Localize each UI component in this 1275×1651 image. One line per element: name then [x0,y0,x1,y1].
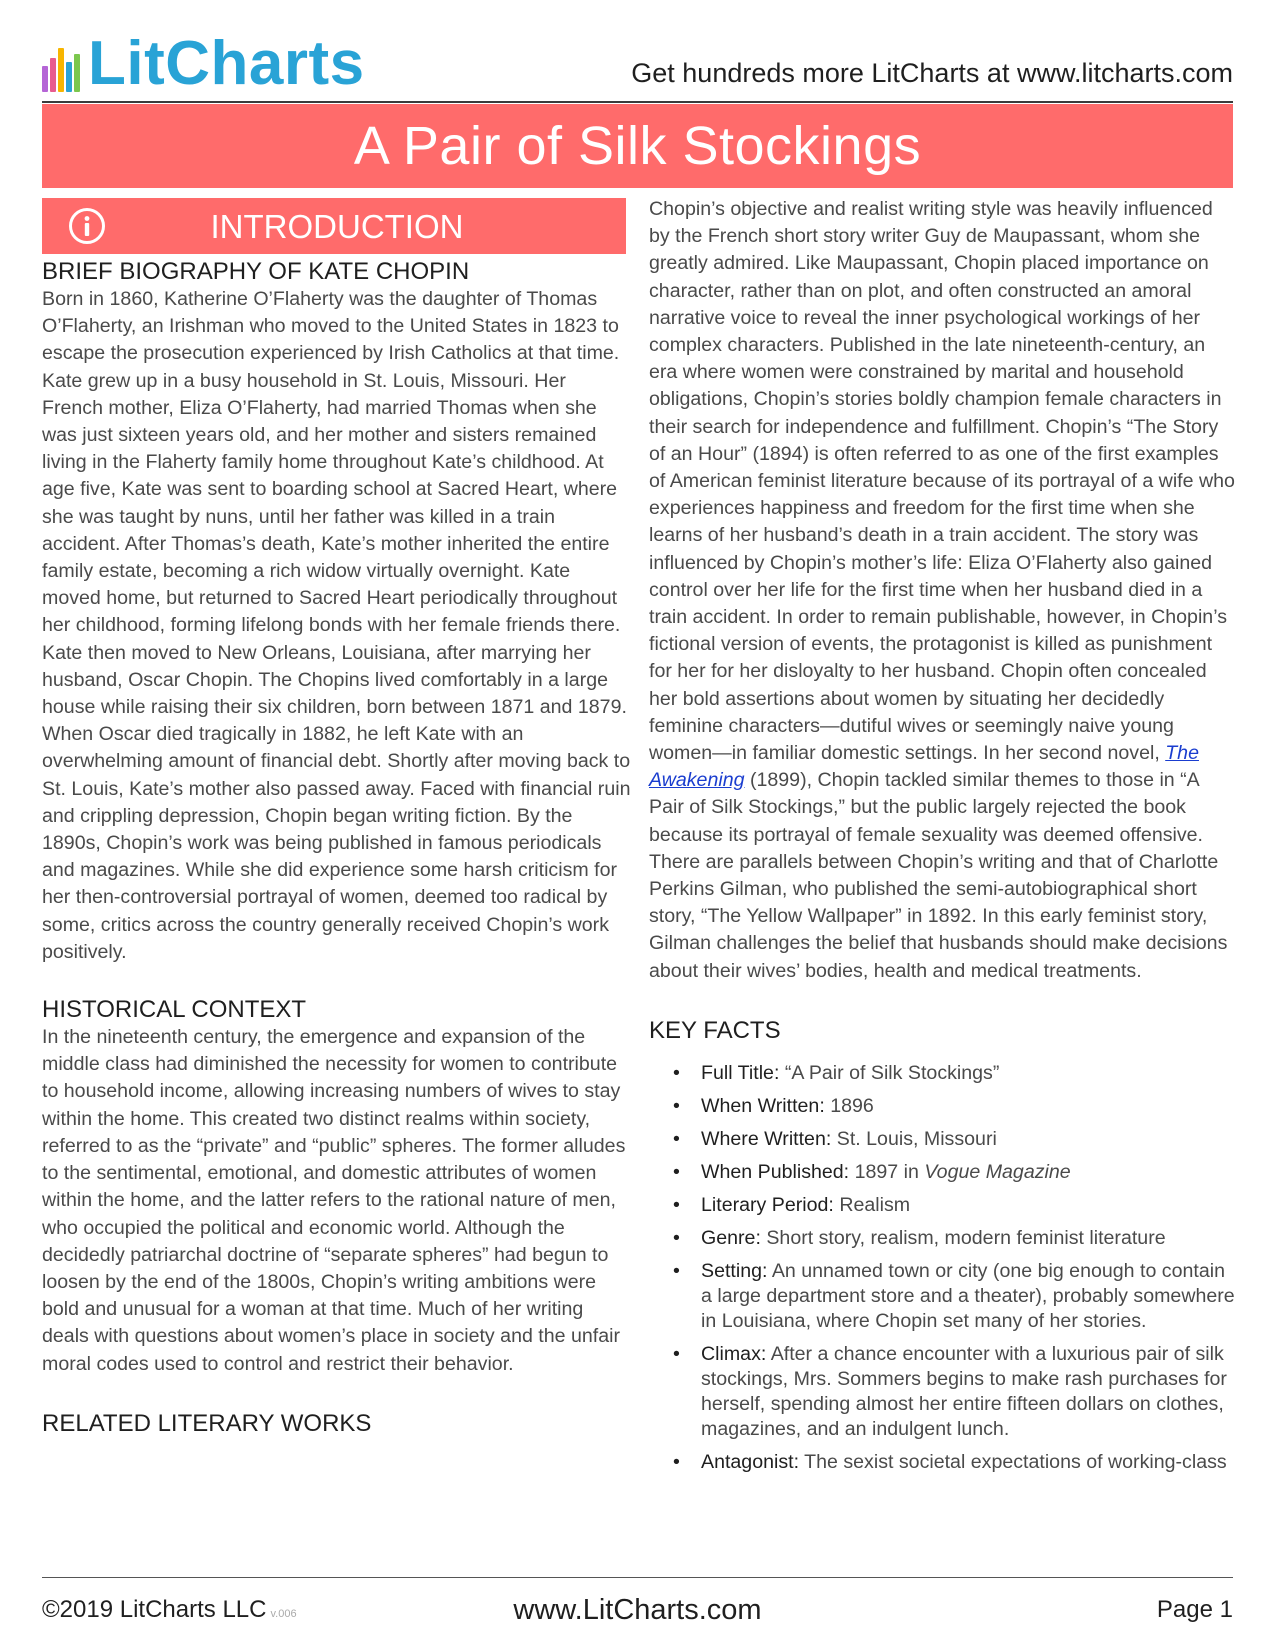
footer-url[interactable]: www.LitCharts.com [513,1594,762,1626]
copyright-text: ©2019 LitCharts LLC [42,1596,267,1623]
key-fact-value: Short story, realism, modern feminist literature [766,1226,1166,1249]
logo-bar [58,48,64,92]
key-fact-item [649,1193,1237,1218]
the-awakening-link[interactable]: The Awakening [649,742,1199,792]
biography-text: Born in 1860, Katherine O’Flaherty was the daughter of Thomas O’Flaherty, an Irishman who moved to the United States in 1823 to escape the prosecution experienced by Irish Catholics at that time. Kate grew up in a busy household in St. Louis, Missouri. Her French mother, Eliza O’Flaherty, had married Thomas when she was just sixteen years old, and her mother and sisters remained living in the Flaherty family home throughout Kate’s childhood. At age five, Kate was sent to boarding school at Sacred Heart, where she was taught by nuns, until her father was killed in a train accident. After Thomas’s death, Kate’s mother inherited the entire family estate, becoming a rich widow virtually overnight. Kate moved home, but returned to Sacred Heart periodically throughout her childhood, forming lifelong bonds with her female friends there. Kate then moved to New Orleans, Louisiana, after marrying her husband, Oscar Chopin. The Chopins lived comfortably in a large house while raising their six children, born between 1871 and 1879. When Oscar died tragically in 1882, he left Kate with an overwhelming amount of financial debt. Shortly after moving back to St. Louis, Kate’s mother also passed away. Faced with financial ruin and crippling depression, Chopin began writing fiction. By the 1890s, Chopin’s work was being published in famous periodicals and magazines. While she did experience some harsh criticism for her then-controversial portrayal of women, deemed too radical by some, critics across the country generally received Chopin’s work positively. [42,288,631,963]
key-fact-value: After a chance encounter with a luxurious pair of silk stockings, Mrs. Sommers begins to make rash purchases for herself, spending almost her entire fifteen dollars on clothes, magazines, and an indulgent lunch. [701,1342,1227,1440]
historical-context-heading: HISTORICAL CONTEXT [42,996,307,1024]
title-band [42,104,1233,188]
logo-text: LitCharts [88,29,365,98]
related-works-text [649,196,1237,985]
key-fact-item [649,1061,1237,1086]
key-fact-label: When Published: [701,1160,850,1183]
key-fact-label: Antagonist: [701,1450,800,1473]
key-fact-label: Where Written: [701,1127,832,1150]
key-facts-list [649,1061,1237,1475]
related-text-part: Chopin’s objective and realist writing style was heavily influenced by the French short story writer Guy de Maupassant, whom she greatly admired. Like Maupassant, Chopin placed importance on character, rather than on plot, and often constructed an amoral narrative voice to reveal the inner psychological workings of her complex characters. Published in the late nineteenth-century, an era where women were constrained by marital and household obligations, Chopin’s stories boldly champion female characters in their search for independence and fulfillment. Chopin’s “The Story of an Hour” (1894) is often referred to as one of the first examples of American feminist literature because of its portrayal of a wife who experiences happiness and freedom for the first time when she learns of her husband’s death in a train accident. The story was influenced by Chopin’s mother’s life: Eliza O’Flaherty also gained control over her life for the first time when her husband died in a train accident. In order to remain publishable, however, in Chopin’s fictional version of events, the protagonist is killed as punishment for her for her disloyalty to her husband. Chopin often concealed her bold assertions about women by situating her decidedly feminine characters—dutiful wives or seemingly naive young women—in familiar domestic settings. In her second novel, [649,198,1235,765]
key-fact-item [649,1226,1237,1251]
footer-divider [42,1577,1233,1578]
introduction-band [42,198,626,254]
page-title: A Pair of Silk Stockings [353,116,922,176]
key-fact-value-italic: Vogue Magazine [924,1160,1071,1183]
key-fact-value: The sexist societal expectations of working-class [804,1450,1227,1473]
key-fact-label: Literary Period: [701,1193,834,1216]
litcharts-logo[interactable] [42,29,365,98]
logo-bars-icon [42,42,82,92]
key-fact-item [649,1127,1237,1152]
biography-heading: BRIEF BIOGRAPHY OF KATE CHOPIN [42,258,470,285]
related-text-part: (1899), Chopin tackled similar themes to those in “A Pair of Silk Stockings,” but the public largely rejected the book because its portrayal of female sexuality was deemed offensive. There are parallels between Chopin’s writing and that of Charlotte Perkins Gilman, who published the semi-autobiographical short story, “The Yellow Wallpaper” in 1892. In this early feminist story, Gilman challenges the belief that husbands should make decisions about their wives’ bodies, health and medical treatments. [649,769,1228,982]
key-facts-heading: KEY FACTS [649,1016,781,1044]
key-fact-value: 1896 [830,1094,874,1117]
key-fact-label: Setting: [701,1259,768,1282]
key-fact-item [649,1259,1237,1334]
logo-bar [74,54,80,92]
historical-context-text: In the nineteenth century, the emergence and expansion of the middle class had diminished the necessity for women to contribute to household income, allowing increasing numbers of wives to stay within the home. This created two distinct realms within society, referred to as the “private” and “public” spheres. The former alludes to the sentimental, emotional, and domestic attributes of women within the home, and the latter refers to the rational nature of men, who occupied the political and economic world. Although the decidedly patriarchal doctrine of “separate spheres” had begun to loosen by the end of the 1800s, Chopin’s writing ambitions were bold and unusual for a woman at that time. Much of her writing deals with questions about women’s place in society and the unfair moral codes used to control and restrict their behavior. [42,1026,626,1375]
key-fact-value: An unnamed town or city (one big enough to contain a large department store and a theater), probably somewhere in Louisiana, where Chopin set many of her stories. [701,1259,1235,1332]
introduction-label: INTRODUCTION [210,208,464,245]
key-fact-label: When Written: [701,1094,825,1117]
header-tagline[interactable]: Get hundreds more LitCharts at www.litcharts.com [631,58,1233,88]
key-fact-label: Genre: [701,1226,761,1249]
key-fact-item [649,1160,1237,1185]
header-divider [42,101,1233,103]
key-fact-value: Realism [839,1193,911,1216]
version-label: v.006 [270,1608,297,1620]
key-fact-label: Climax: [701,1342,767,1365]
key-fact-value: St. Louis, Missouri [836,1127,997,1150]
logo-bar [42,66,48,92]
logo-bar [50,58,56,92]
page-number: Page 1 [1156,1596,1233,1623]
left-column [42,258,632,1438]
key-fact-label: Full Title: [701,1061,780,1084]
key-fact-item [649,1450,1237,1475]
info-icon [68,207,106,245]
logo-bar [66,62,72,92]
key-fact-item [649,1094,1237,1119]
key-fact-value: 1897 in [854,1160,925,1183]
key-fact-item [649,1342,1237,1442]
key-fact-value: “A Pair of Silk Stockings” [784,1061,1000,1084]
related-works-heading: RELATED LITERARY WORKS [42,1409,372,1437]
right-column [649,196,1237,1483]
